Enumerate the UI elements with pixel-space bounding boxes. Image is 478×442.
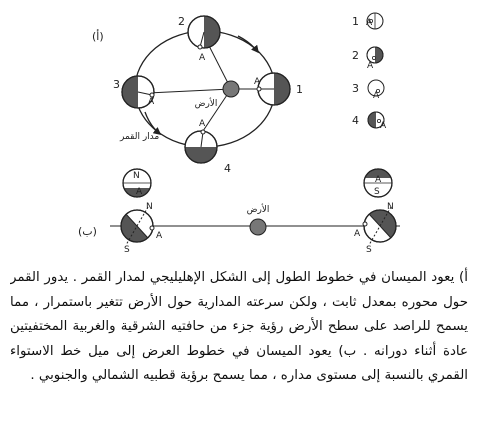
moon-position-4 bbox=[185, 130, 217, 163]
view-b-right-point: A bbox=[375, 175, 382, 185]
view-b-left-north: N bbox=[133, 171, 140, 181]
position-number-4: 4 bbox=[224, 162, 231, 175]
view-b-left-point: A bbox=[136, 187, 143, 197]
moon-position-1 bbox=[257, 73, 290, 105]
view-letter-2: A bbox=[367, 61, 374, 71]
orbit-arrow-left bbox=[145, 112, 160, 134]
orbit-label: مدار القمر bbox=[120, 132, 160, 142]
view-letter-1: A bbox=[366, 18, 373, 28]
caption-text: أ) يعود الميسان في خطوط الطول إلى الشكل الإهليليجي لمدار القمر . يدور القمر حول محوره بمعدل ثابت ، ولكن سرعته المدارية حول الأرض تتغير باستمرار ، مما يسمح للراصد على سطح الأرض رؤية جزء من حافتيه الشرقية والغربية المختفيتين عادة أثناء دورانه . ب) يعود الميسان في خطوط العرض إلى ميل خط الاستواء القمري بالنسبة إلى مستوى مداره ، مما يسمح برؤية قطبيه الشمالي والجنوبي . bbox=[10, 270, 468, 383]
position-number-2: 2 bbox=[178, 15, 185, 28]
view-number-4: 4 bbox=[352, 114, 359, 127]
position-number-3: 3 bbox=[113, 78, 120, 91]
moon-b-right-south: S bbox=[366, 245, 372, 255]
earth-label-b: الأرض bbox=[246, 205, 270, 215]
moon-b-left-point: A bbox=[156, 231, 163, 241]
position-letter-1: A bbox=[254, 77, 261, 87]
view-b-right-south: S bbox=[374, 187, 380, 197]
view-letter-4: A bbox=[380, 121, 387, 131]
panel-a-tag: (أ) bbox=[92, 30, 104, 43]
figure-caption bbox=[10, 266, 468, 436]
view-number-2: 2 bbox=[352, 49, 359, 62]
earth-label-a: الأرض bbox=[194, 99, 218, 109]
earth-b bbox=[250, 219, 266, 235]
position-letter-4: A bbox=[199, 119, 206, 129]
view-number-1: 1 bbox=[352, 15, 359, 28]
panel-b-tag: (ب) bbox=[78, 225, 97, 238]
position-letter-3: A bbox=[148, 97, 155, 107]
moon-b-right-north: N bbox=[387, 202, 394, 212]
view-number-3: 3 bbox=[352, 82, 359, 95]
moon-b-left-south: S bbox=[124, 245, 130, 255]
view-letter-3: A bbox=[373, 91, 380, 101]
moon-position-2 bbox=[188, 16, 220, 49]
earth-a bbox=[223, 81, 239, 97]
position-number-1: 1 bbox=[296, 83, 303, 96]
position-letter-2: A bbox=[199, 53, 206, 63]
line-to-position-3 bbox=[148, 89, 231, 93]
moon-b-left bbox=[121, 207, 154, 245]
moon-b-right bbox=[363, 207, 396, 245]
moon-b-left-north: N bbox=[146, 202, 153, 212]
moon-b-right-point: A bbox=[354, 229, 361, 239]
